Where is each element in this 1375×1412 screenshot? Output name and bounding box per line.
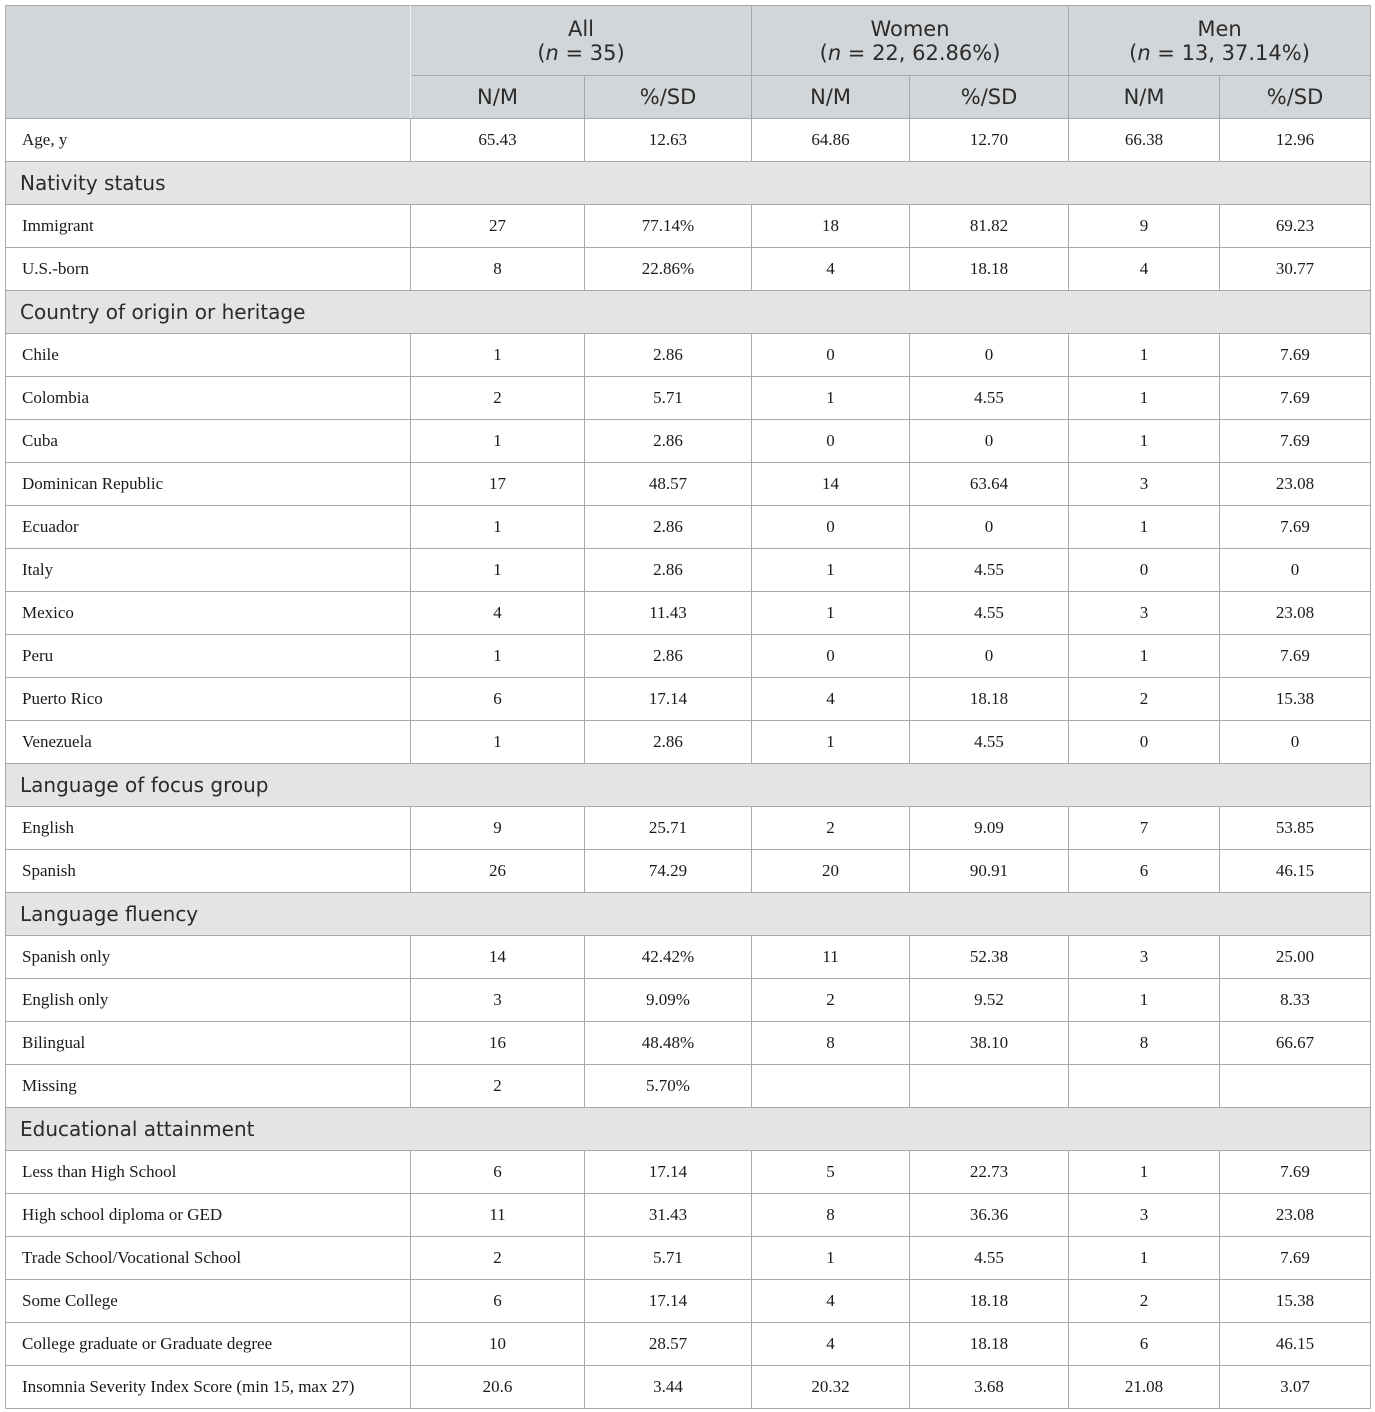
table-cell: 1	[752, 721, 910, 764]
table-cell: 2	[752, 979, 910, 1022]
table-row	[6, 635, 1371, 678]
table-row	[6, 1323, 1371, 1366]
table-cell: 12.70	[910, 119, 1069, 162]
subcol-header: N/M	[752, 76, 910, 119]
row-label: English	[6, 807, 411, 850]
table-cell: 52.38	[910, 936, 1069, 979]
table-cell: 23.08	[1220, 592, 1371, 635]
table-cell: 12.96	[1220, 119, 1371, 162]
table-cell: 28.57	[585, 1323, 752, 1366]
table-cell: 2.86	[585, 721, 752, 764]
table-row	[6, 119, 1371, 162]
table-cell: 14	[752, 463, 910, 506]
header-group-row	[6, 6, 1371, 76]
table-cell: 21.08	[1069, 1366, 1220, 1409]
group-name: Men	[1197, 16, 1242, 41]
table-cell: 17.14	[585, 1280, 752, 1323]
table-row	[6, 463, 1371, 506]
section-header-row	[6, 764, 1371, 807]
section-title: Language of focus group	[6, 764, 1371, 807]
table-cell: 2	[1069, 678, 1220, 721]
row-label: Chile	[6, 334, 411, 377]
table-cell: 64.86	[752, 119, 910, 162]
table-cell: 10	[411, 1323, 585, 1366]
table-cell: 15.38	[1220, 678, 1371, 721]
table-row	[6, 1065, 1371, 1108]
table-cell: 2	[1069, 1280, 1220, 1323]
table-cell: 2.86	[585, 549, 752, 592]
table-cell: 16	[411, 1022, 585, 1065]
table-cell: 1	[411, 721, 585, 764]
table-row	[6, 850, 1371, 893]
subcol-header: %/SD	[1220, 76, 1371, 119]
table-cell: 11.43	[585, 592, 752, 635]
table-cell: 38.10	[910, 1022, 1069, 1065]
section-header-row	[6, 1108, 1371, 1151]
table-cell: 2.86	[585, 420, 752, 463]
table-cell: 81.82	[910, 205, 1069, 248]
table-cell: 2	[411, 1065, 585, 1108]
table-cell: 18.18	[910, 1280, 1069, 1323]
table-cell: 0	[1069, 549, 1220, 592]
row-label: High school diploma or GED	[6, 1194, 411, 1237]
header-group-all	[411, 6, 752, 76]
row-label: Peru	[6, 635, 411, 678]
row-label: Spanish	[6, 850, 411, 893]
table-cell: 1	[1069, 635, 1220, 678]
table-row	[6, 1237, 1371, 1280]
row-label: Some College	[6, 1280, 411, 1323]
table-cell: 20.6	[411, 1366, 585, 1409]
table-cell: 8	[752, 1194, 910, 1237]
table-cell: 6	[411, 1151, 585, 1194]
table-cell: 2.86	[585, 506, 752, 549]
table-cell: 2.86	[585, 635, 752, 678]
table-row	[6, 678, 1371, 721]
table-cell	[1220, 1065, 1371, 1108]
row-label: Bilingual	[6, 1022, 411, 1065]
table-cell: 7	[1069, 807, 1220, 850]
table-row	[6, 1194, 1371, 1237]
table-cell: 4	[411, 592, 585, 635]
table-cell: 23.08	[1220, 463, 1371, 506]
header-group-men	[1069, 6, 1371, 76]
table-cell: 1	[1069, 420, 1220, 463]
row-label: Venezuela	[6, 721, 411, 764]
table-cell: 5	[752, 1151, 910, 1194]
section-header-row	[6, 162, 1371, 205]
table-cell: 5.71	[585, 1237, 752, 1280]
table-cell: 17.14	[585, 1151, 752, 1194]
row-label: Missing	[6, 1065, 411, 1108]
subcol-header: %/SD	[910, 76, 1069, 119]
table-cell: 9.52	[910, 979, 1069, 1022]
row-label: U.S.-born	[6, 248, 411, 291]
table-cell: 7.69	[1220, 334, 1371, 377]
table-header	[6, 6, 1371, 119]
table-cell: 12.63	[585, 119, 752, 162]
table-cell: 0	[752, 635, 910, 678]
table-cell: 74.29	[585, 850, 752, 893]
table-cell: 7.69	[1220, 377, 1371, 420]
section-header-row	[6, 893, 1371, 936]
table-cell: 4.55	[910, 549, 1069, 592]
table-cell: 0	[910, 506, 1069, 549]
row-label: Immigrant	[6, 205, 411, 248]
table-cell: 3	[1069, 592, 1220, 635]
table-cell: 46.15	[1220, 1323, 1371, 1366]
table-cell: 14	[411, 936, 585, 979]
table-row	[6, 549, 1371, 592]
table-cell: 23.08	[1220, 1194, 1371, 1237]
table-cell	[752, 1065, 910, 1108]
table-cell: 4.55	[910, 377, 1069, 420]
table-cell: 66.67	[1220, 1022, 1371, 1065]
header-corner-cell	[6, 6, 411, 119]
table-cell: 90.91	[910, 850, 1069, 893]
table-cell: 2	[752, 807, 910, 850]
table-cell: 11	[752, 936, 910, 979]
table-cell: 3	[411, 979, 585, 1022]
table-cell: 7.69	[1220, 420, 1371, 463]
table-cell: 1	[1069, 506, 1220, 549]
demographics-table	[5, 5, 1371, 1409]
table-row	[6, 248, 1371, 291]
table-cell: 9.09	[910, 807, 1069, 850]
table-cell: 1	[411, 549, 585, 592]
table-cell: 4.55	[910, 721, 1069, 764]
table-cell: 1	[1069, 979, 1220, 1022]
table-cell: 6	[411, 678, 585, 721]
table-cell: 1	[411, 635, 585, 678]
table-cell	[1069, 1065, 1220, 1108]
section-title: Educational attainment	[6, 1108, 1371, 1151]
table-cell: 53.85	[1220, 807, 1371, 850]
table-cell: 1	[1069, 334, 1220, 377]
table-cell: 4.55	[910, 592, 1069, 635]
table-cell: 22.86%	[585, 248, 752, 291]
table-cell: 1	[1069, 377, 1220, 420]
row-label: English only	[6, 979, 411, 1022]
table-cell: 0	[910, 334, 1069, 377]
table-cell: 9	[1069, 205, 1220, 248]
table-cell: 18.18	[910, 678, 1069, 721]
table-cell: 46.15	[1220, 850, 1371, 893]
table-cell: 0	[1220, 549, 1371, 592]
row-label: Colombia	[6, 377, 411, 420]
row-label: Cuba	[6, 420, 411, 463]
table-cell: 7.69	[1220, 506, 1371, 549]
table-cell: 7.69	[1220, 1151, 1371, 1194]
table-row	[6, 420, 1371, 463]
table-cell: 1	[411, 334, 585, 377]
table-cell: 20.32	[752, 1366, 910, 1409]
table-cell: 18.18	[910, 248, 1069, 291]
table-cell: 1	[752, 377, 910, 420]
table-cell: 4	[1069, 248, 1220, 291]
table-cell: 48.48%	[585, 1022, 752, 1065]
table-row	[6, 936, 1371, 979]
table-cell: 3.07	[1220, 1366, 1371, 1409]
table-cell: 5.71	[585, 377, 752, 420]
table-row	[6, 1022, 1371, 1065]
table-cell: 25.71	[585, 807, 752, 850]
group-n: (n = 22, 62.86%)	[819, 40, 1001, 65]
group-n: (n = 35)	[537, 40, 625, 65]
table-cell: 3.68	[910, 1366, 1069, 1409]
section-title: Nativity status	[6, 162, 1371, 205]
group-name: All	[567, 16, 595, 41]
table-cell: 31.43	[585, 1194, 752, 1237]
table-cell: 9	[411, 807, 585, 850]
table-cell: 6	[411, 1280, 585, 1323]
table-cell: 0	[752, 420, 910, 463]
table-cell: 36.36	[910, 1194, 1069, 1237]
row-label: Ecuador	[6, 506, 411, 549]
table-row	[6, 592, 1371, 635]
group-n: (n = 13, 37.14%)	[1129, 40, 1310, 65]
table-cell: 48.57	[585, 463, 752, 506]
table-row	[6, 979, 1371, 1022]
table-cell: 4.55	[910, 1237, 1069, 1280]
table-cell: 4	[752, 248, 910, 291]
table-cell: 11	[411, 1194, 585, 1237]
header-group-women	[752, 6, 1069, 76]
table-cell: 3	[1069, 936, 1220, 979]
table-row	[6, 721, 1371, 764]
table-cell: 1	[1069, 1151, 1220, 1194]
table-cell: 15.38	[1220, 1280, 1371, 1323]
table-cell: 7.69	[1220, 1237, 1371, 1280]
table-cell: 0	[910, 420, 1069, 463]
table-cell: 8	[1069, 1022, 1220, 1065]
table-cell: 20	[752, 850, 910, 893]
table-cell: 26	[411, 850, 585, 893]
table-cell: 63.64	[910, 463, 1069, 506]
table-cell: 3	[1069, 1194, 1220, 1237]
table-cell: 6	[1069, 850, 1220, 893]
table-cell: 8.33	[1220, 979, 1371, 1022]
table-row	[6, 807, 1371, 850]
subcol-header: N/M	[1069, 76, 1220, 119]
table-row	[6, 334, 1371, 377]
table-cell: 69.23	[1220, 205, 1371, 248]
table-cell: 1	[411, 420, 585, 463]
table-cell	[910, 1065, 1069, 1108]
section-title: Country of origin or heritage	[6, 291, 1371, 334]
table-cell: 0	[910, 635, 1069, 678]
table-cell: 4	[752, 1323, 910, 1366]
table-row	[6, 1151, 1371, 1194]
table-cell: 77.14%	[585, 205, 752, 248]
section-title: Language fluency	[6, 893, 1371, 936]
table-cell: 1	[411, 506, 585, 549]
table-cell: 65.43	[411, 119, 585, 162]
table-cell: 5.70%	[585, 1065, 752, 1108]
table-cell: 2	[411, 1237, 585, 1280]
table-cell: 0	[752, 334, 910, 377]
row-label: Spanish only	[6, 936, 411, 979]
table-cell: 2.86	[585, 334, 752, 377]
table-cell: 18	[752, 205, 910, 248]
subcol-header: %/SD	[585, 76, 752, 119]
table-row	[6, 506, 1371, 549]
group-name: Women	[870, 16, 950, 41]
table-cell: 8	[411, 248, 585, 291]
row-label: Age, y	[6, 119, 411, 162]
row-label: Puerto Rico	[6, 678, 411, 721]
section-header-row	[6, 291, 1371, 334]
table-cell: 8	[752, 1022, 910, 1065]
table-cell: 25.00	[1220, 936, 1371, 979]
table-cell: 18.18	[910, 1323, 1069, 1366]
table-cell: 0	[752, 506, 910, 549]
table-cell: 17	[411, 463, 585, 506]
row-label: Dominican Republic	[6, 463, 411, 506]
table-cell: 66.38	[1069, 119, 1220, 162]
row-label: Less than High School	[6, 1151, 411, 1194]
table-row	[6, 1366, 1371, 1409]
table-cell: 0	[1220, 721, 1371, 764]
table-cell: 1	[752, 1237, 910, 1280]
table-cell: 1	[752, 549, 910, 592]
table-cell: 22.73	[910, 1151, 1069, 1194]
table-cell: 42.42%	[585, 936, 752, 979]
subcol-header: N/M	[411, 76, 585, 119]
row-label: College graduate or Graduate degree	[6, 1323, 411, 1366]
table-body	[6, 119, 1371, 1409]
table-row	[6, 377, 1371, 420]
table-cell: 1	[1069, 1237, 1220, 1280]
table-cell: 17.14	[585, 678, 752, 721]
row-label: Mexico	[6, 592, 411, 635]
table-cell: 3.44	[585, 1366, 752, 1409]
table-cell: 1	[752, 592, 910, 635]
table-row	[6, 205, 1371, 248]
row-label: Insomnia Severity Index Score (min 15, max 27)	[6, 1366, 411, 1409]
table-cell: 30.77	[1220, 248, 1371, 291]
table-cell: 4	[752, 1280, 910, 1323]
table-row	[6, 1280, 1371, 1323]
table-cell: 7.69	[1220, 635, 1371, 678]
table-cell: 2	[411, 377, 585, 420]
table-cell: 27	[411, 205, 585, 248]
row-label: Italy	[6, 549, 411, 592]
table-cell: 9.09%	[585, 979, 752, 1022]
table-cell: 0	[1069, 721, 1220, 764]
table-cell: 6	[1069, 1323, 1220, 1366]
table-cell: 4	[752, 678, 910, 721]
table-cell: 3	[1069, 463, 1220, 506]
row-label: Trade School/Vocational School	[6, 1237, 411, 1280]
